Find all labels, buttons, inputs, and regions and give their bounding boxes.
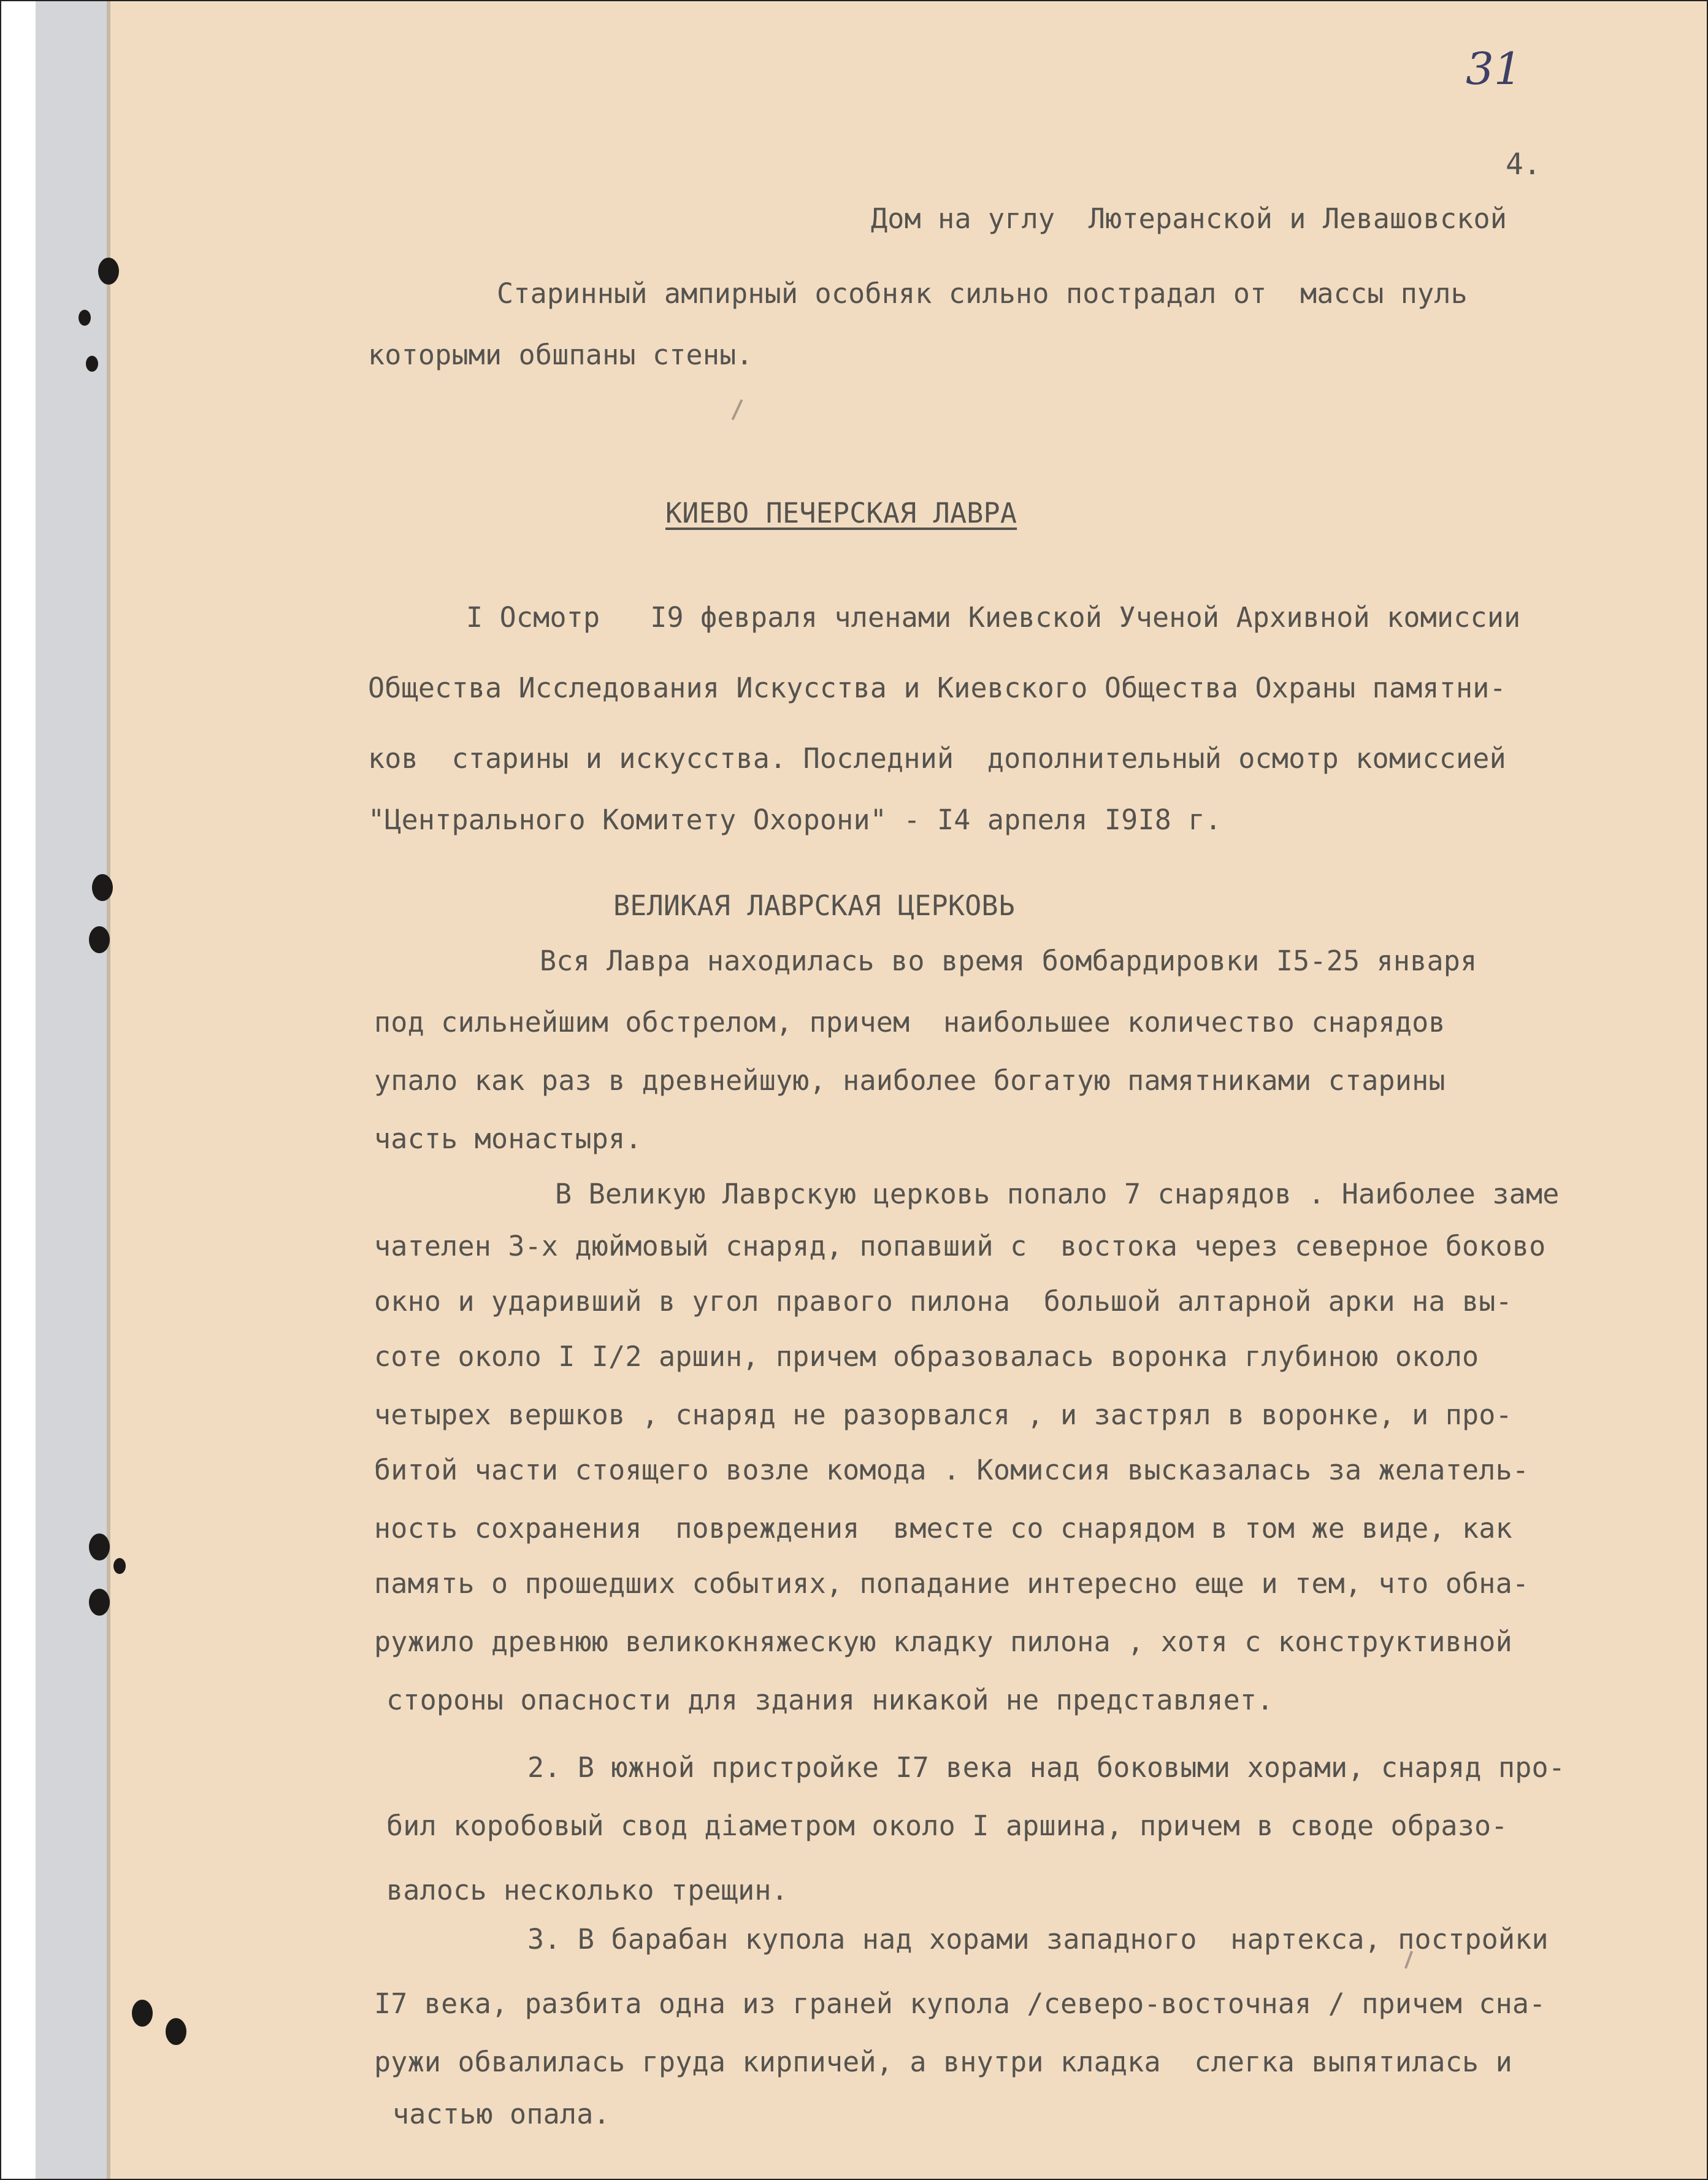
binder-hole (113, 1558, 126, 1574)
text-line: стороны опасности для здания никакой не представляет. (386, 1684, 1274, 1716)
text-line: ков старины и искусства. Последний дополнительный осмотр комиссией (368, 742, 1506, 775)
text-line: чателен 3-х дюймовый снаряд, попавший с востока через северное боково (374, 1230, 1546, 1262)
binder-hole (89, 926, 110, 953)
text-line: валось несколько трещин. (386, 1874, 789, 1906)
text-line: I7 века, разбита одна из граней купола /северо-восточная / причем сна- (374, 1987, 1546, 2020)
text-line: битой части стоящего возле комода . Комиссия высказалась за желатель- (374, 1454, 1530, 1486)
text-line: "Центрального Комитету Охорони" - I4 арпеля I9I8 г. (368, 804, 1222, 836)
text-line: 2. В южной пристройке I7 века над боковыми хорами, снаряд про- (527, 1751, 1566, 1784)
text-line: Старинный ампирный особняк сильно пострадал от массы пуль (497, 277, 1468, 310)
binder-hole (132, 2000, 153, 2027)
text-line: которыми обшпаны стены. (368, 339, 753, 371)
text-line: соте около I I/2 аршин, причем образовалась воронка глубиною около (374, 1340, 1479, 1373)
text-line: окно и ударивший в угол правого пилона большой алтарной арки на вы- (374, 1285, 1512, 1318)
text-line: ружило древнюю великокняжескую кладку пилона , хотя с конструктивной (374, 1625, 1512, 1658)
binder-hole (89, 1533, 110, 1560)
text-line: бил коробовый свод діаметром около I аршина, причем в своде образо- (386, 1810, 1508, 1842)
binding-strip (36, 0, 108, 2180)
text-line: В Великую Лаврскую церковь попало 7 снарядов . Наиболее заме (555, 1178, 1560, 1210)
section-heading: КИЕВО ПЕЧЕРСКАЯ ЛАВРА (665, 497, 1017, 529)
binder-hole (166, 2018, 186, 2045)
text-line: часть монастыря. (374, 1123, 642, 1155)
archive-page-number: 31 (1466, 43, 1522, 94)
binder-hole (79, 310, 91, 326)
text-line: Общества Исследования Искусства и Киевского Общества Охраны памятни- (368, 672, 1506, 704)
binder-hole (86, 356, 98, 372)
text-line: частью опала. (393, 2098, 610, 2130)
binder-hole (89, 1589, 110, 1616)
binding-edge (107, 0, 110, 2180)
binder-hole (92, 874, 113, 901)
text-line: память о прошедших событиях, попадание интересно еще и тем, что обна- (374, 1567, 1530, 1600)
text-line: I Осмотр I9 февраля членами Киевской Ученой Архивной комиссии (466, 601, 1521, 634)
text-line: ность сохранения повреждения вместе со снарядом в том же виде, как (374, 1512, 1512, 1545)
binder-hole (98, 258, 119, 285)
text-line: 3. В барабан купола над хорами западного нартекса, постройки (527, 1923, 1549, 1955)
text-line: четырех вершков , снаряд не разорвался , и застрял в воронке, и про- (374, 1399, 1512, 1431)
sheet-number: 4. (1506, 147, 1541, 182)
text-line: ружи обвалилась груда кирпичей, а внутри кладка слегка выпятилась и (374, 2046, 1512, 2078)
text-line: упало как раз в древнейшую, наиболее богатую памятниками старины (374, 1064, 1446, 1097)
text-line: под сильнейшим обстрелом, причем наибольшее количество снарядов (374, 1006, 1446, 1038)
section-heading: ВЕЛИКАЯ ЛАВРСКАЯ ЦЕРКОВЬ (613, 889, 1016, 922)
text-line: Вся Лавра находилась во время бомбардировки I5-25 января (540, 945, 1477, 977)
text-line: Дом на углу Лютеранской и Левашовской (871, 202, 1507, 235)
